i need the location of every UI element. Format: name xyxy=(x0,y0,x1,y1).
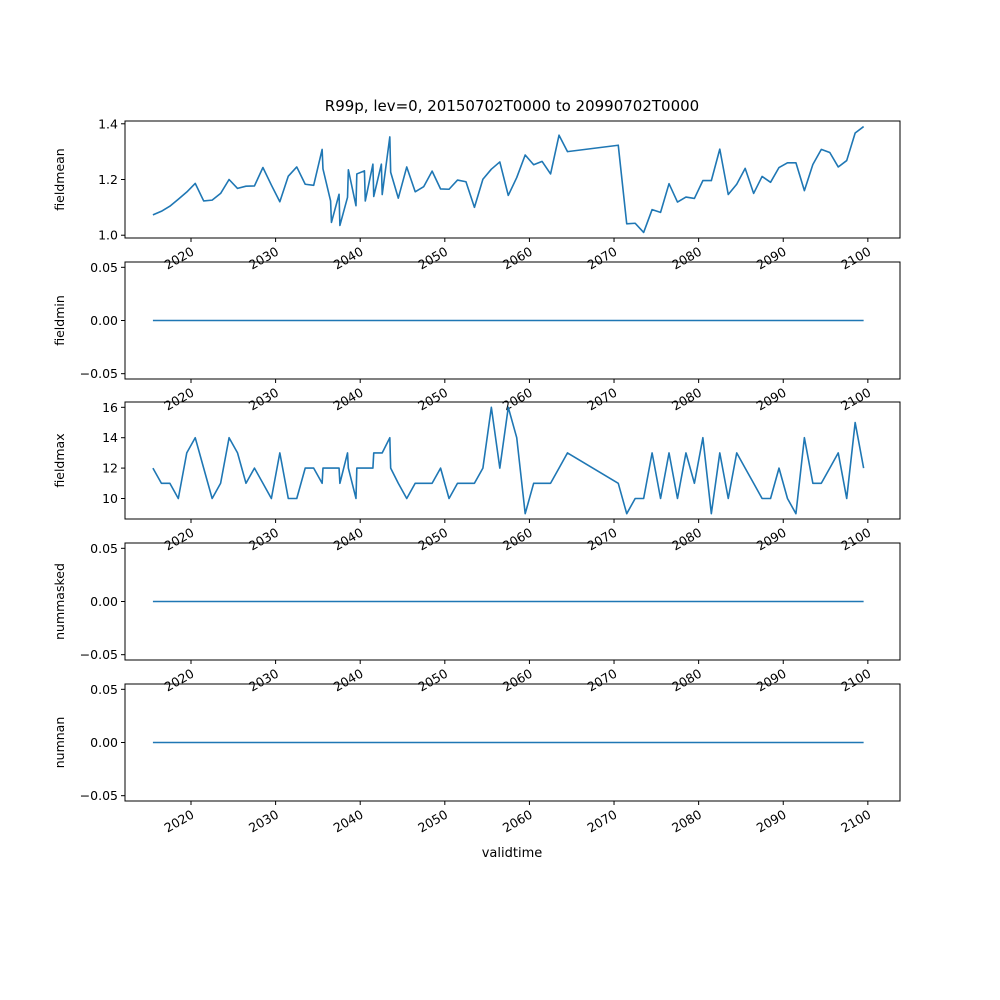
chart-title: R99p, lev=0, 20150702T0000 to 20990702T0000 xyxy=(324,97,700,115)
x-tick-label: 2020 xyxy=(161,665,197,695)
x-tick-label: 2050 xyxy=(415,384,451,414)
x-tick-label: 2090 xyxy=(753,243,789,273)
x-tick-label: 2070 xyxy=(584,806,620,836)
x-tick-label: 2050 xyxy=(415,243,451,273)
x-tick-label: 2060 xyxy=(499,524,535,554)
y-tick-label: 12 xyxy=(102,460,118,476)
panel-nummasked xyxy=(52,541,900,695)
x-tick-label: 2090 xyxy=(753,524,789,554)
y-tick-label: 10 xyxy=(102,490,118,506)
panels-group xyxy=(52,116,900,835)
x-tick-label: 2080 xyxy=(669,524,705,554)
x-tick-label: 2060 xyxy=(499,384,535,414)
x-tick-label: 2060 xyxy=(499,243,535,273)
x-tick-label: 2070 xyxy=(584,384,620,414)
y-tick-label: 0.00 xyxy=(90,313,118,328)
panel-numnan xyxy=(52,682,900,836)
x-tick-label: 2040 xyxy=(330,806,366,836)
y-tick-label: 0.05 xyxy=(90,259,118,275)
x-tick-label: 2100 xyxy=(838,243,874,273)
x-tick-label: 2070 xyxy=(584,665,620,695)
y-axis-label: numnan xyxy=(52,716,67,769)
y-tick-label: −0.05 xyxy=(79,788,118,804)
x-tick-label: 2090 xyxy=(753,384,789,414)
axes-frame xyxy=(125,121,900,238)
y-tick-label: 1.0 xyxy=(98,227,118,243)
x-tick-label: 2100 xyxy=(838,806,874,836)
x-tick-label: 2070 xyxy=(584,524,620,554)
x-tick-label: 2060 xyxy=(499,665,535,695)
x-tick-label: 2040 xyxy=(330,384,366,414)
y-axis-label: fieldmean xyxy=(52,148,67,211)
x-tick-label: 2030 xyxy=(246,665,282,695)
y-tick-label: 0.05 xyxy=(90,540,118,556)
y-tick-label: 0.00 xyxy=(90,594,118,609)
y-tick-label: 1.4 xyxy=(98,116,118,132)
y-axis-label: nummasked xyxy=(52,563,67,640)
x-tick-label: 2050 xyxy=(415,665,451,695)
x-tick-label: 2060 xyxy=(499,806,535,836)
x-tick-label: 2090 xyxy=(753,806,789,836)
y-tick-label: 1.2 xyxy=(98,172,118,187)
series-line-fieldmax xyxy=(153,407,864,513)
x-tick-label: 2050 xyxy=(415,806,451,836)
x-tick-label: 2080 xyxy=(669,665,705,695)
x-tick-label: 2040 xyxy=(330,524,366,554)
y-tick-label: −0.05 xyxy=(79,647,118,663)
panel-fieldmean xyxy=(52,116,900,272)
series-line-fieldmean xyxy=(153,127,864,233)
y-tick-label: 0.00 xyxy=(90,735,118,750)
x-tick-label: 2090 xyxy=(753,665,789,695)
panel-fieldmin xyxy=(52,260,900,414)
x-tick-label: 2080 xyxy=(669,806,705,836)
x-tick-label: 2030 xyxy=(246,384,282,414)
x-tick-label: 2030 xyxy=(246,524,282,554)
x-tick-label: 2100 xyxy=(838,384,874,414)
y-tick-label: 16 xyxy=(102,399,118,415)
y-tick-label: 0.05 xyxy=(90,681,118,697)
y-axis-label: fieldmax xyxy=(52,433,67,488)
x-tick-label: 2040 xyxy=(330,665,366,695)
x-tick-label: 2040 xyxy=(330,243,366,273)
y-tick-label: 14 xyxy=(102,430,118,446)
x-tick-label: 2070 xyxy=(584,243,620,273)
x-tick-label: 2100 xyxy=(838,524,874,554)
y-tick-label: −0.05 xyxy=(79,366,118,382)
x-axis-label: validtime xyxy=(481,846,543,861)
x-tick-label: 2030 xyxy=(246,806,282,836)
x-tick-label: 2080 xyxy=(669,243,705,273)
x-tick-label: 2100 xyxy=(838,665,874,695)
x-tick-label: 2080 xyxy=(669,384,705,414)
panel-fieldmax xyxy=(52,400,900,554)
x-tick-label: 2030 xyxy=(246,243,282,273)
x-tick-label: 2020 xyxy=(161,243,197,273)
x-tick-label: 2020 xyxy=(161,806,197,836)
x-tick-label: 2020 xyxy=(161,524,197,554)
x-tick-label: 2050 xyxy=(415,524,451,554)
x-tick-label: 2020 xyxy=(161,384,197,414)
y-axis-label: fieldmin xyxy=(52,295,67,346)
